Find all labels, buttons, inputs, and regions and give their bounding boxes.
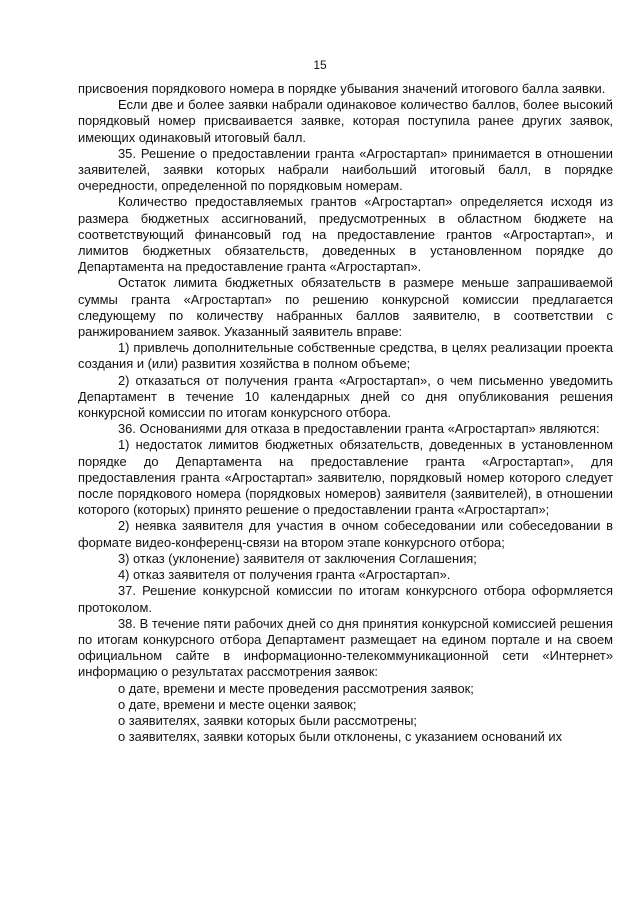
list-item: о дате, времени и месте оценки заявок; <box>118 696 357 712</box>
list-item: 1) привлечь дополнительные собственные средства, в целях реализации проекта создания и (или) развития хозяйства в полном объеме; <box>78 340 613 372</box>
paragraph: Остаток лимита бюджетных обязательств в размере меньше запрашиваемой суммы гранта «Агростартап» по решению конкурсной комиссии предлагается следующему по количеству набранных баллов заявителю, в соответствии с ранжированием заявок. Указанный заявитель вправе: <box>78 275 613 340</box>
list-item: о заявителях, заявки которых были отклонены, с указанием оснований их <box>118 729 563 745</box>
paragraph: Если две и более заявки набрали одинаковое количество баллов, более высокий порядковый номер присваивается заявке, которая поступила ранее других заявок, имеющих одинаковый итоговый балл. <box>78 97 613 145</box>
list-item: 1) недостаток лимитов бюджетных обязательств, доведенных в установленном порядке до Департамента на предоставление гранта «Агростартап», для предоставления гранта «Агростартап» заявителю, порядковый номер которого следует после порядкового номера (порядковых номеров) заявителя (заявителей), в отношении которого (которых) принято решение о предоставлении гранта «Агростартап»; <box>78 437 613 518</box>
paragraph: присвоения порядкового номера в порядке убывания значений итогового балла заявки. <box>78 81 606 96</box>
list-item: о дате, времени и месте проведения рассмотрения заявок; <box>118 680 474 696</box>
list-item: 3) отказ (уклонение) заявителя от заключения Соглашения; <box>118 550 477 566</box>
paragraph-clause-37: 37. Решение конкурсной комиссии по итогам конкурсного отбора оформляется протоколом. <box>78 583 613 615</box>
list-item: 2) неявка заявителя для участия в очном собеседовании или собеседовании в формате видео-конференц-связи на втором этапе конкурсного отбора; <box>78 518 613 550</box>
page-number: 15 <box>313 58 327 72</box>
paragraph-clause-35: 35. Решение о предоставлении гранта «Агростартап» принимается в отношении заявителей, заявки которых набрали наибольший итоговый балл, в порядке очередности, определенной по порядковым номерам. <box>78 145 613 194</box>
list-item: 2) отказаться от получения гранта «Агростартап», о чем письменно уведомить Департамент в течение 10 календарных дней со дня опубликования решения конкурсной комиссии по итогам конкурсного отбора. <box>78 372 613 421</box>
document-body <box>78 81 613 745</box>
paragraph-clause-38: 38. В течение пяти рабочих дней со дня принятия конкурсной комиссией решения по итогам конкурсного отбора Департамент размещает на едином портале и на своем официальном сайте в информационно-телекоммуникационной сети «Интернет» информацию о результатах рассмотрения заявок: <box>78 615 613 680</box>
paragraph: Количество предоставляемых грантов «Агростартап» определяется исходя из размера бюджетных ассигнований, предусмотренных в областном бюджете на соответствующий финансовый год на предоставление грантов «Агростартап», и лимитов бюджетных обязательств, доведенных в установленном порядке до Департамента на предоставление гранта «Агростартап». <box>78 194 613 275</box>
list-item: о заявителях, заявки которых были рассмотрены; <box>118 712 417 728</box>
paragraph-clause-36: 36. Основаниями для отказа в предоставлении гранта «Агростартап» являются: <box>118 421 600 437</box>
list-item: 4) отказ заявителя от получения гранта «Агростартап». <box>118 567 451 583</box>
